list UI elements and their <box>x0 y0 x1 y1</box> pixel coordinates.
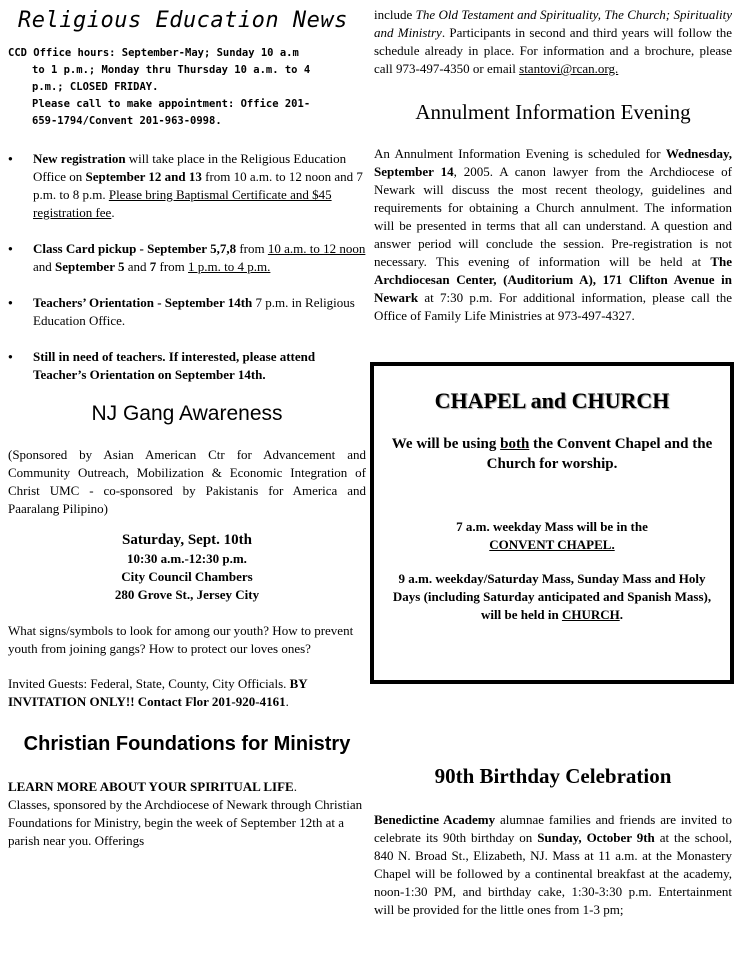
gang-awareness-heading: NJ Gang Awareness <box>91 402 283 425</box>
list-item-orientation: ● Teachers’ Orientation - September 14th 7 p.m. in Religious Education Office. <box>8 294 366 330</box>
hours-line: 659-1794/Convent 201-963-0998. <box>32 115 222 127</box>
event-date: Saturday, Sept. 10th <box>121 532 253 548</box>
church-mass-schedule: 9 a.m. weekday/Saturday Mass, Sunday Mass and Holy Days (including Saturday anticipated and Spanish Mass), will be held in CHURCH. <box>392 571 712 622</box>
hours-line: Please call to make appointment: Office 201- <box>32 98 311 110</box>
announcement-list <box>8 150 366 384</box>
event-address: 280 Grove St., Jersey City <box>114 587 260 602</box>
event-place: City Council Chambers <box>121 569 253 584</box>
list-item-teachers-needed: ● Still in need of teachers. If interested, please attend Teacher’s Orientation on September 14th. <box>8 348 366 384</box>
cfm-body: Classes, sponsored by the Archdiocese of Newark through Christian Foundations for Ministry, begin the week of September 12th at a parish near you. Offerings <box>8 797 363 848</box>
gang-event-details <box>8 530 366 604</box>
list-item-registration: ● New registration will take place in the Religious Education Office on September 12 and 13 from 10 a.m. to 12 noon and 7 p.m. to 8 p.m. Please bring Baptismal Certificate and $45 registration fee. <box>8 150 366 222</box>
newsletter-masthead: Religious Education News <box>18 8 348 33</box>
birthday-section <box>374 764 732 919</box>
cfm-lead: LEARN MORE ABOUT YOUR SPIRITUAL LIFE. <box>8 779 297 794</box>
christian-foundations-heading: Christian Foundations for Ministry <box>23 733 351 755</box>
hours-line: p.m.; CLOSED FRIDAY. <box>32 81 159 93</box>
email-link[interactable]: stantovi@rcan.org. <box>519 61 619 76</box>
chapel-intro: We will be using both the Convent Chapel and the Church for worship. <box>391 436 713 472</box>
cfm-continued: include The Old Testament and Spirituality, The Church; Spirituality and Ministry. Participants in second and third years will follow the schedule already in place. For information and a brochure, please call 973-497-4350 or email stantovi@rcan.org. <box>374 7 732 76</box>
ccd-office-hours <box>8 45 366 130</box>
event-time: 10:30 a.m.-12:30 p.m. <box>127 551 247 566</box>
gang-guests: Invited Guests: Federal, State, County, City Officials. BY INVITATION ONLY!! Contact Flor 201-920-4161. <box>8 676 308 709</box>
left-column <box>8 0 366 850</box>
annulment-heading: Annulment Information Evening <box>415 100 691 124</box>
gang-questions: What signs/symbols to look for among our youth? How to prevent youth from joining gangs? How to protect our loves ones? <box>8 623 354 656</box>
chapel-box-title: CHAPEL and CHURCH <box>434 388 670 413</box>
hours-line: to 1 p.m.; Monday thru Thursday 10 a.m. to 4 <box>32 64 311 76</box>
birthday-heading: 90th Birthday Celebration <box>434 764 672 788</box>
chapel-church-box <box>370 362 734 684</box>
chapel-weekday-mass: 7 a.m. weekday Mass will be in the CONVENT CHAPEL. <box>456 519 648 552</box>
hours-line: CCD Office hours: September-May; Sunday 10 a.m <box>8 47 299 59</box>
list-item-class-card: ● Class Card pickup - September 5,7,8 from 10 a.m. to 12 noon and September 5 and 7 from 1 p.m. to 4 p.m. <box>8 240 366 276</box>
annulment-body: An Annulment Information Evening is scheduled for Wednesday, September 14, 2005. A canon lawyer from the Archdiocese of Newark will discuss the most recent theology, guidelines and requirements for obtaining a Church annulment. The information will be presented in terms that all can understand. A question and answer period will conclude the session. Pre-registration is not necessary. This evening of information will be held at The Archdiocesan Center, (Auditorium A), 171 Clifton Avenue in Newark at 7:30 p.m. For additional information, please call the Office of Family Life Ministries at 973-497-4327. <box>374 146 732 323</box>
gang-sponsor-text: (Sponsored by Asian American Ctr for Advancement and Community Outreach, Mobilization & Economic Integration of Christ UMC - co-sponsored by Pakistanis for America and Paaralang Pilipino) <box>8 447 366 516</box>
right-column <box>374 0 732 325</box>
birthday-body: Benedictine Academy alumnae families and friends are invited to celebrate its 90th birthday on Sunday, October 9th at the school, 840 N. Broad St., Elizabeth, NJ. Mass at 11 a.m. at the Monastery Chapel will be followed by a continental breakfast at the academy, noon-1:30 PM, and birthday cake, 1:30-3:30 p.m. Entertainment will be provided for the little ones from 1-3 pm; <box>374 812 732 917</box>
